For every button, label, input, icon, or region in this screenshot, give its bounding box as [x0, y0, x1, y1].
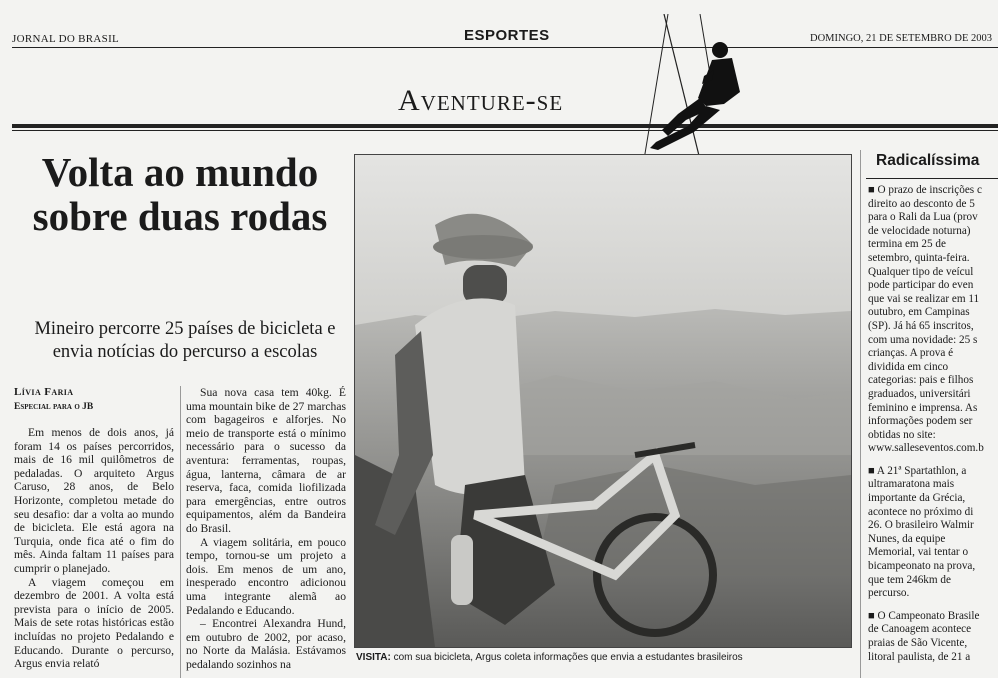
sidebar-item: ■ O prazo de inscrições c direito ao desconto de 5 para o Rali da Lua (prov de velocidade noturna) termina em 25 de setembro, quinta-feira. Qualquer tipo de veícul pode participar do even que vai se realizar em 11 outubro, em Campinas (SP). Já há 65 inscritos, com uma novidade: 25 s crianças. A prova é dividida em cinco categorias: pais e filhos graduados, universitári feminino e imprensa. As informações podem ser obtidas no site: www.salleseventos.com.b	[868, 184, 984, 455]
article-subhead: Mineiro percorre 25 países de bicicleta e envia notícias do percurso a escolas	[34, 319, 336, 362]
kicker-rule-thick	[12, 124, 998, 128]
paragraph: Sua nova casa tem 40kg. É uma mountain bike de 27 marchas com bagageiros e alforjes. No meio de transporte está o mínimo necessário para o sucesso da aventura: ferramentas, roupas, água, lanterna, câmara de ar reserva, faca, comida liofilizada para emergências, entre outros equipamentos, além da Bandeira do Brasil.	[186, 386, 346, 535]
paragraph: A viagem solitária, em pouco tempo, tornou-se um projeto a dois. Em menos de um ano, inesperado encontro adicionou uma integrante alemã ao Pedalando e Educando.	[186, 535, 346, 617]
section-title: ESPORTES	[464, 27, 550, 44]
article-column-1	[14, 426, 174, 678]
publication-name: JORNAL DO BRASIL	[12, 33, 120, 45]
masthead	[12, 27, 998, 48]
photo-caption-text: com sua bicicleta, Argus coleta informações que envia a estudantes brasileiros	[393, 652, 743, 663]
sidebar-notes	[868, 184, 998, 678]
cyclist-photo	[354, 154, 852, 648]
sidebar-item: ■ A 21ª Spartathlon, a ultramaratona mais importante da Grécia, acontece no próximo di 26. O brasileiro Walmir Nunes, da equipe Memorial, vai tentar o bicampeonato na prova, que tem 246km de percurso.	[868, 464, 976, 600]
article-column-2	[186, 386, 346, 678]
masthead-rule	[12, 47, 998, 48]
issue-date: DOMINGO, 21 DE SETEMBRO DE 2003	[810, 33, 992, 44]
paragraph: Em menos de dois anos, já foram 14 os países percorridos, mais de 16 mil quilômetros de pedaladas. O arquiteto Argus Caruso, 28 anos, de Belo Horizonte, completou metade do seu desafio: dar a volta ao mundo de bicicleta. Ele está agora na Turquia, onde fica até o fim do mês. Ainda faltam 11 países para cumprir o planejado.	[14, 426, 174, 575]
photo-caption-label: VISITA:	[356, 652, 391, 663]
sidebar-item: ■ O Campeonato Brasile de Canoagem acontece praias de São Vicente, litoral paulista, de 21 a	[868, 609, 980, 663]
section-kicker: Aventure-se	[398, 84, 564, 117]
paragraph: – Encontrei Alexandra Hund, em outubro de 2002, por acaso, no Norte da Malásia. Estávamos pedalando sozinhos na	[186, 617, 346, 671]
sidebar-title: Radicalíssima	[876, 152, 980, 169]
sidebar-title-rule	[866, 178, 998, 179]
paragraph: A viagem começou em dezembro de 2001. A volta está prevista para o início de 2005. Mais de sete rotas históricas estão incluídas no projeto Pedalando e Educando. Durante o percurso, Argus envia relató	[14, 575, 174, 671]
kicker-rule-thin	[12, 130, 998, 131]
article-headline: Volta ao mundo sobre duas rodas	[32, 149, 328, 239]
article-byline: Lívia Faria	[14, 386, 74, 398]
photo-caption	[356, 652, 846, 663]
article-credit: Especial para o JB	[14, 402, 94, 412]
sidebar-divider	[860, 150, 861, 678]
column-divider	[180, 386, 181, 678]
